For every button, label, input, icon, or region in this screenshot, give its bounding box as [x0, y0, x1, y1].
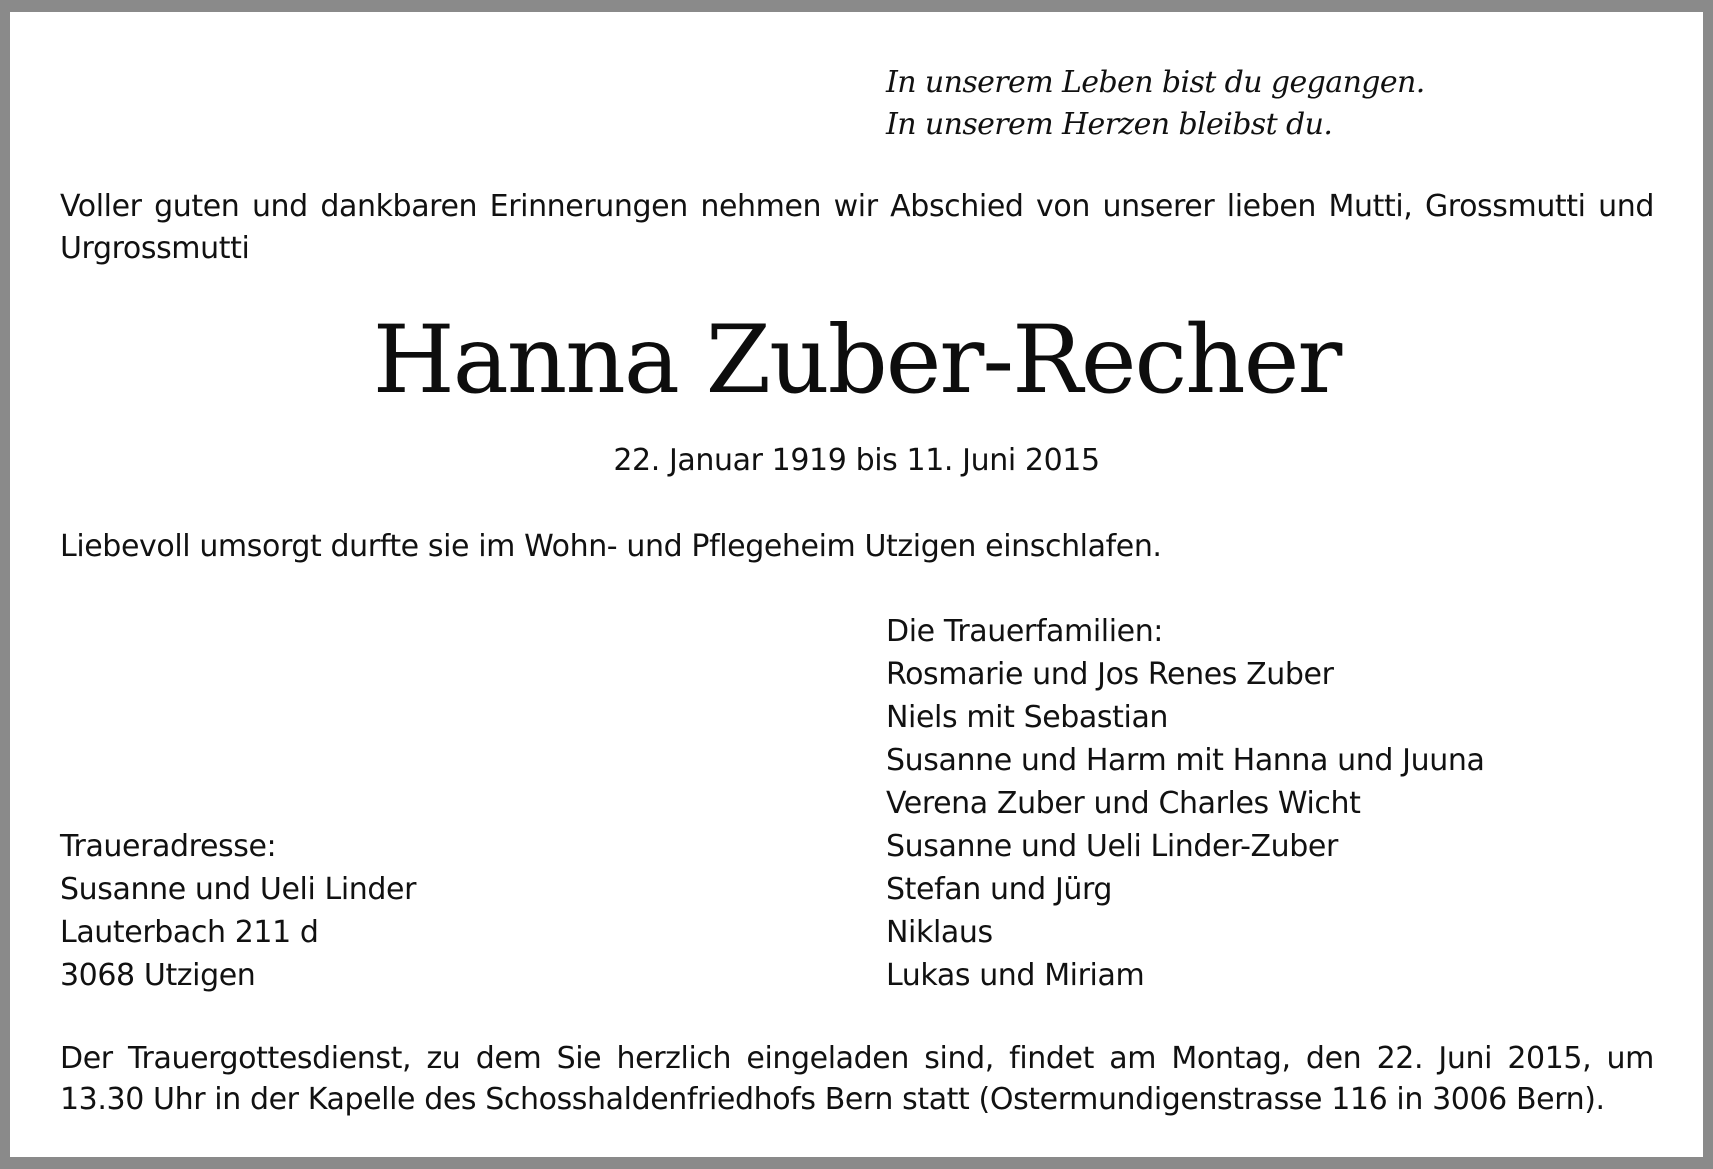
family-member: Niels mit Sebastian [886, 700, 1169, 735]
address-heading: Traueradresse: [60, 829, 277, 864]
family-member: Niklaus [886, 915, 993, 950]
address-line: Lauterbach 211 d [60, 915, 319, 950]
address-line: 3068 Utzigen [60, 958, 256, 993]
family-member: Verena Zuber und Charles Wicht [886, 786, 1361, 821]
family-member: Susanne und Harm mit Hanna und Juuna [886, 743, 1485, 778]
deceased-name: Hanna Zuber-Recher [372, 306, 1341, 415]
mourning-address [60, 825, 416, 997]
families-heading: Die Trauerfamilien: [886, 614, 1164, 649]
passing-note: Liebevoll umsorgt durfte sie im Wohn- und Pflegeheim Utzigen einschlafen. [60, 529, 1162, 564]
family-member: Stefan und Jürg [886, 872, 1113, 907]
funeral-service-paragraph: Der Trauergottesdienst, zu dem Sie herzlich eingeladen sind, findet am Montag, den 22. Juni 2015, um 13.30 Uhr in der Kapelle des Schosshaldenfriedhofs Bern statt (Ostermundigenstrasse 116 in 3006 Bern). [60, 1041, 1654, 1117]
motto-line-1: In unserem Leben bist du gegangen. [886, 65, 1425, 100]
address-line: Susanne und Ueli Linder [60, 872, 417, 907]
family-member: Susanne und Ueli Linder-Zuber [886, 829, 1338, 864]
family-member: Lukas und Miriam [886, 958, 1145, 993]
mourning-families [886, 610, 1484, 997]
motto-line-2: In unserem Herzen bleibst du. [886, 107, 1333, 142]
family-member: Rosmarie und Jos Renes Zuber [886, 657, 1334, 692]
life-dates: 22. Januar 1919 bis 11. Juni 2015 [613, 443, 1100, 478]
obituary-notice [10, 12, 1703, 1157]
intro-paragraph: Voller guten und dankbaren Erinnerungen nehmen wir Abschied von unserer lieben Mutti, Grossmutti und Urgrossmutti [60, 189, 1654, 266]
motto-verse [886, 62, 1425, 146]
